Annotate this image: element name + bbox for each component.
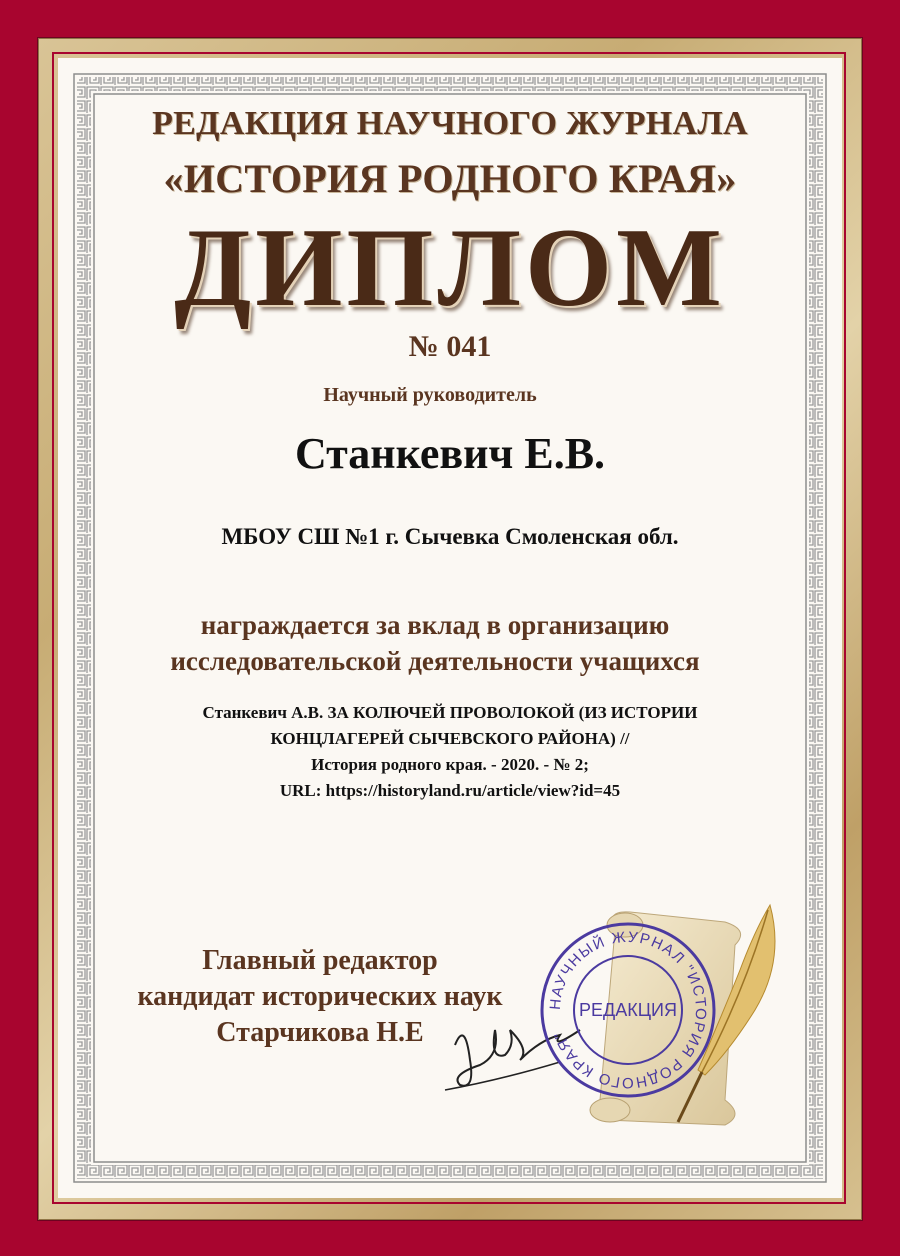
editor-degree: кандидат исторических наук <box>137 981 503 1012</box>
recipient-name: Станкевич Е.В. <box>294 429 606 478</box>
school-name: МБОУ СШ №1 г. Сычевка Смоленская обл. <box>221 524 679 549</box>
citation <box>58 700 842 804</box>
citation-line: КОНЦЛАГЕРЕЙ СЫЧЕВСКОГО РАЙОНА) // <box>270 729 630 748</box>
journal-header-line2: «ИСТОРИЯ РОДНОГО КРАЯ» <box>163 156 737 201</box>
editor-title: Главный редактор <box>202 945 438 976</box>
award-line: исследовательской деятельности учащихся <box>170 646 700 676</box>
citation-line: История родного края. - 2020. - № 2; <box>311 755 589 774</box>
supervisor-label: Научный руководитель <box>323 384 537 406</box>
citation-line: URL: https://historyland.ru/article/view?id=45 <box>279 781 621 800</box>
citation-line: Станкевич А.В. ЗА КОЛЮЧЕЙ ПРОВОЛОКОЙ (ИЗ ИСТОРИИ <box>202 703 698 722</box>
stamp-seal <box>533 915 723 1105</box>
diploma-title: ДИПЛОМ <box>174 206 726 330</box>
award-text <box>58 607 842 679</box>
stamp-ring-text: НАУЧНЫЙ ЖУРНАЛ "ИСТОРИЯ РОДНОГО КРАЯ" <box>546 928 710 1092</box>
editor-name: Старчикова Н.Е <box>216 1017 424 1048</box>
stamp-center-text: РЕДАКЦИЯ <box>579 1000 677 1020</box>
award-line: награждается за вклад в организацию <box>200 610 670 640</box>
journal-header-line1: РЕДАКЦИЯ НАУЧНОГО ЖУРНАЛА <box>152 105 748 142</box>
diploma-number: № 041 <box>408 330 492 363</box>
